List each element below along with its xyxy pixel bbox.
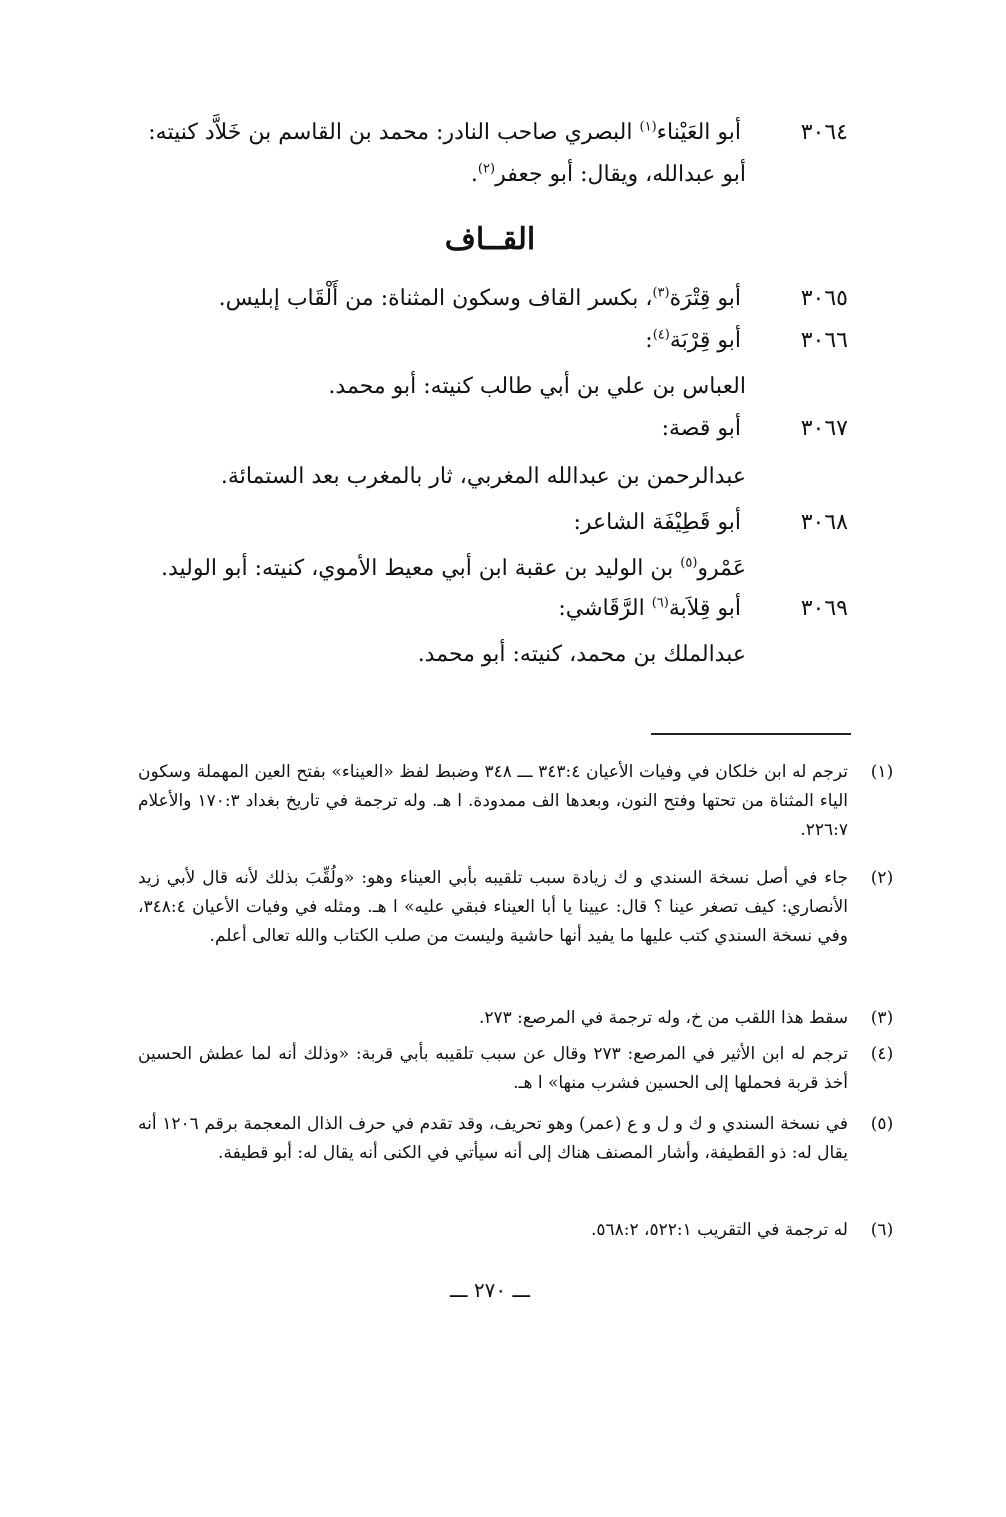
entry-number: ٣٠٦٧: [800, 416, 848, 441]
footnote-4: [138, 1040, 894, 1098]
entry-title: أبو قَطِيْفَة الشاعر:: [573, 510, 741, 535]
page-number: ـــ ٢٧٠ ـــ: [449, 1278, 531, 1302]
footnote-2: [138, 864, 894, 951]
entry-text: أبو عبدالله، ويقال: أبو جعفر: [495, 162, 746, 187]
entry-text: ، بكسر القاف وسكون المثناة: من أَلْقَاب إبليس.: [218, 286, 653, 311]
entry-3069: [120, 594, 848, 624]
entry-title: أبو العَيْناء: [656, 120, 741, 145]
footnote-marker: (٣): [870, 1008, 894, 1028]
entry-3068-body: [161, 554, 746, 584]
section-heading: القــاف: [444, 222, 536, 257]
footnote-marker: (٤): [870, 1044, 894, 1064]
footnote-1: [138, 758, 894, 845]
entry-3064-line2: [471, 160, 746, 190]
footnote-ref: (٢): [477, 161, 496, 177]
entry-3064: [120, 118, 848, 148]
footnote-text: له ترجمة في التقريب ٥٢٢:١، ٥٦٨:٢.: [590, 1220, 848, 1240]
entry-number: ٣٠٦٩: [800, 596, 848, 621]
footnote-text: جاء في أصل نسخة السندي و ك زيادة سبب تلقيبه بأبي العيناء وهو: «ولُقِّبَ بذلك لأنه قال لأبي زيد الأنصاري: كيف تصغر عينا ؟ قال: عيينا يا أبا العيناء فبقي عليه» ا هـ. ومثله في وفيات الأعيان ٣٤٨:٤، وفي نسخة السندي كتب عليها ما يفيد أنها حاشية وليست من صلب الكتاب والله تعالى أعلم.: [138, 868, 848, 946]
entry-text: البصري صاحب النادر: محمد بن القاسم بن خَلاَّد كنيته:: [148, 120, 640, 145]
footnote-ref: (٦): [651, 595, 669, 611]
footnote-separator: [651, 733, 851, 735]
entry-3066: [120, 326, 848, 356]
footnote-marker: (٦): [870, 1220, 894, 1240]
footnote-ref: (٥): [680, 555, 698, 571]
footnote-marker: (٢): [870, 868, 894, 888]
entry-3066-body: العباس بن علي بن أبي طالب كنيته: أبو محمد.: [328, 374, 746, 399]
entry-title: أبو قِرْبَة: [669, 328, 741, 353]
entry-text: :: [645, 328, 653, 353]
footnote-3: [138, 1004, 894, 1033]
footnote-text: ترجم له ابن الأثير في المرصع: ٢٧٣ وقال عن سبب تلقيبه بأبي قربة: «وذلك أنه لما عطش الحسين أخذ قربة فحملها إلى الحسين فشرب منها» ا هـ.: [138, 1044, 848, 1093]
footnote-ref: (١): [639, 119, 657, 135]
entry-title: أبو قِلاَبة: [668, 596, 741, 621]
entry-number: ٣٠٦٨: [800, 510, 848, 535]
entry-text: .: [470, 162, 478, 187]
entry-number: ٣٠٦٥: [800, 286, 848, 311]
footnote-6: [138, 1216, 894, 1245]
entry-text: عَمْرو: [697, 556, 746, 581]
entry-3068: [120, 508, 848, 538]
footnote-text: سقط هذا اللقب من خ، وله ترجمة في المرصع: ٢٧٣.: [478, 1008, 848, 1028]
footnote-text: في نسخة السندي و ك و ل و ع (عمر) وهو تحريف، وقد تقدم في حرف الذال المعجمة برقم ١٢٠٦ أنه يقال له: ذو القطيفة، وأشار المصنف هناك إلى أنه سيأتي في الكنى أنه يقال له: أبو قطيفة.: [138, 1114, 848, 1163]
entry-title: أبو قِتْرَة: [669, 286, 741, 311]
entry-3065: [120, 284, 848, 314]
footnote-text: ترجم له ابن خلكان في وفيات الأعيان ٣٤٣:٤ ـــ ٣٤٨ وضبط لفظ «العيناء» بفتح العين المهملة وسكون الياء المثناة من تحتها وفتح النون، وبعدها الف ممدودة. ا هـ. وله ترجمة في تاريخ بغداد ١٧٠:٣ والأعلام ٢٢٦:٧.: [138, 762, 848, 840]
entry-3069-body: عبدالملك بن محمد، كنيته: أبو محمد.: [417, 642, 746, 667]
footnote-marker: (٥): [870, 1114, 894, 1134]
footnote-marker: (١): [870, 762, 894, 782]
footnote-5: [138, 1110, 894, 1168]
entry-number: ٣٠٦٤: [800, 120, 848, 145]
entry-text: بن الوليد بن عقبة ابن أبي معيط الأموي، كنيته: أبو الوليد.: [160, 556, 681, 581]
footnote-ref: (٤): [652, 327, 670, 343]
entry-title: أبو قصة:: [661, 416, 741, 441]
entry-3067-body: عبدالرحمن بن عبدالله المغربي، ثار بالمغرب بعد الستمائة.: [220, 464, 746, 489]
entry-text: الرَّقَاشي:: [558, 596, 652, 621]
footnote-ref: (٣): [652, 285, 670, 301]
entry-number: ٣٠٦٦: [800, 328, 848, 353]
entry-3067: [120, 414, 848, 444]
